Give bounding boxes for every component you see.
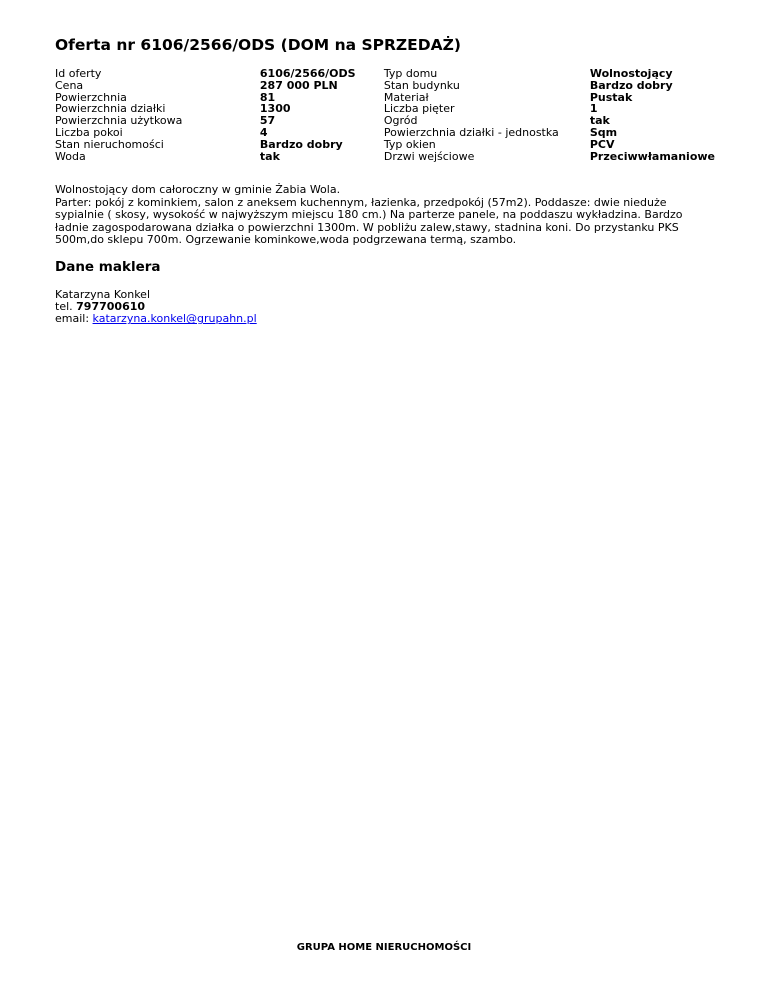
spec-value: tak [259, 149, 280, 163]
footer-brand: GRUPA HOME NIERUCHOMOŚCI [296, 942, 472, 953]
spec-value: PCV [589, 137, 615, 151]
page-title: Oferta nr 6106/2566/ODS (DOM na SPRZEDAŻ) [55, 36, 461, 54]
spec-value: 6106/2566/ODS [259, 67, 356, 80]
spec-label: Materiał [383, 90, 429, 104]
phone-label: tel. [55, 300, 73, 314]
agent-email-row [55, 313, 715, 325]
spec-value: Przeciwwłamaniowe [589, 149, 715, 163]
spec-value: Pustak [589, 90, 633, 104]
spec-label: Stan nieruchomości [55, 137, 164, 151]
spec-value: 1 [589, 102, 598, 116]
spec-label: Ogród [383, 114, 418, 128]
email-label: email: [55, 312, 90, 326]
spec-label: Cena [55, 78, 84, 92]
spec-label: Powierzchnia działki [55, 102, 166, 116]
spec-label: Powierzchnia użytkowa [55, 114, 183, 128]
spec-label: Powierzchnia [55, 90, 127, 104]
spec-value: Bardzo dobry [589, 78, 673, 92]
spec-label: Typ okien [383, 137, 436, 151]
specs-row [55, 80, 715, 92]
spec-value: Wolnostojący [589, 67, 673, 80]
spec-value: 4 [259, 125, 268, 139]
spec-value: tak [589, 114, 610, 128]
spec-label: Woda [55, 149, 86, 163]
spec-value: Bardzo dobry [259, 137, 343, 151]
specs-row [55, 127, 715, 139]
agent-name: Katarzyna Konkel [55, 287, 150, 301]
description-line-2: Parter: pokój z kominkiem, salon z aneksem kuchennym, łazienka, przedpokój (57m2). Poddasze: dwie nieduże sypialnie ( skosy, wysokość w najwyższym miejscu 180 cm.) Na parterze panele, na poddaszu wykładzina. Bardzo ładnie zagospodarowana działka o powierzchni 1300m. W pobliżu zalew,stawy, stadnina koni. Do przystanku PKS 500m,do sklepu 700m. Ogrzewanie kominkowe,woda podgrzewana termą, szambo. [55, 195, 683, 247]
offer-page [55, 36, 715, 326]
specs-row [55, 139, 715, 151]
spec-label: Stan budynku [383, 78, 460, 92]
agent-email-link[interactable]: katarzyna.konkel@grupahn.pl [92, 312, 257, 326]
spec-value: Sqm [589, 125, 618, 139]
spec-label: Typ domu [383, 67, 438, 80]
agent-phone: 797700610 [76, 300, 146, 314]
spec-value: 57 [259, 114, 276, 128]
spec-label: Powierzchnia działki - jednostka [383, 125, 559, 139]
spec-label: Liczba pięter [383, 102, 455, 116]
spec-label: Liczba pokoi [55, 125, 123, 139]
specs-row [55, 151, 715, 163]
spec-value: 287 000 PLN [259, 78, 338, 92]
spec-value: 1300 [259, 102, 291, 116]
spec-label: Id oferty [55, 67, 102, 80]
agent-heading: Dane maklera [55, 258, 161, 275]
agent-details [55, 289, 715, 326]
specs-table [55, 68, 715, 162]
spec-label: Drzwi wejściowe [383, 149, 475, 163]
spec-value: 81 [259, 90, 276, 104]
description [55, 184, 715, 247]
description-line-1: Wolnostojący dom całoroczny w gminie Żabia Wola. [55, 183, 341, 197]
